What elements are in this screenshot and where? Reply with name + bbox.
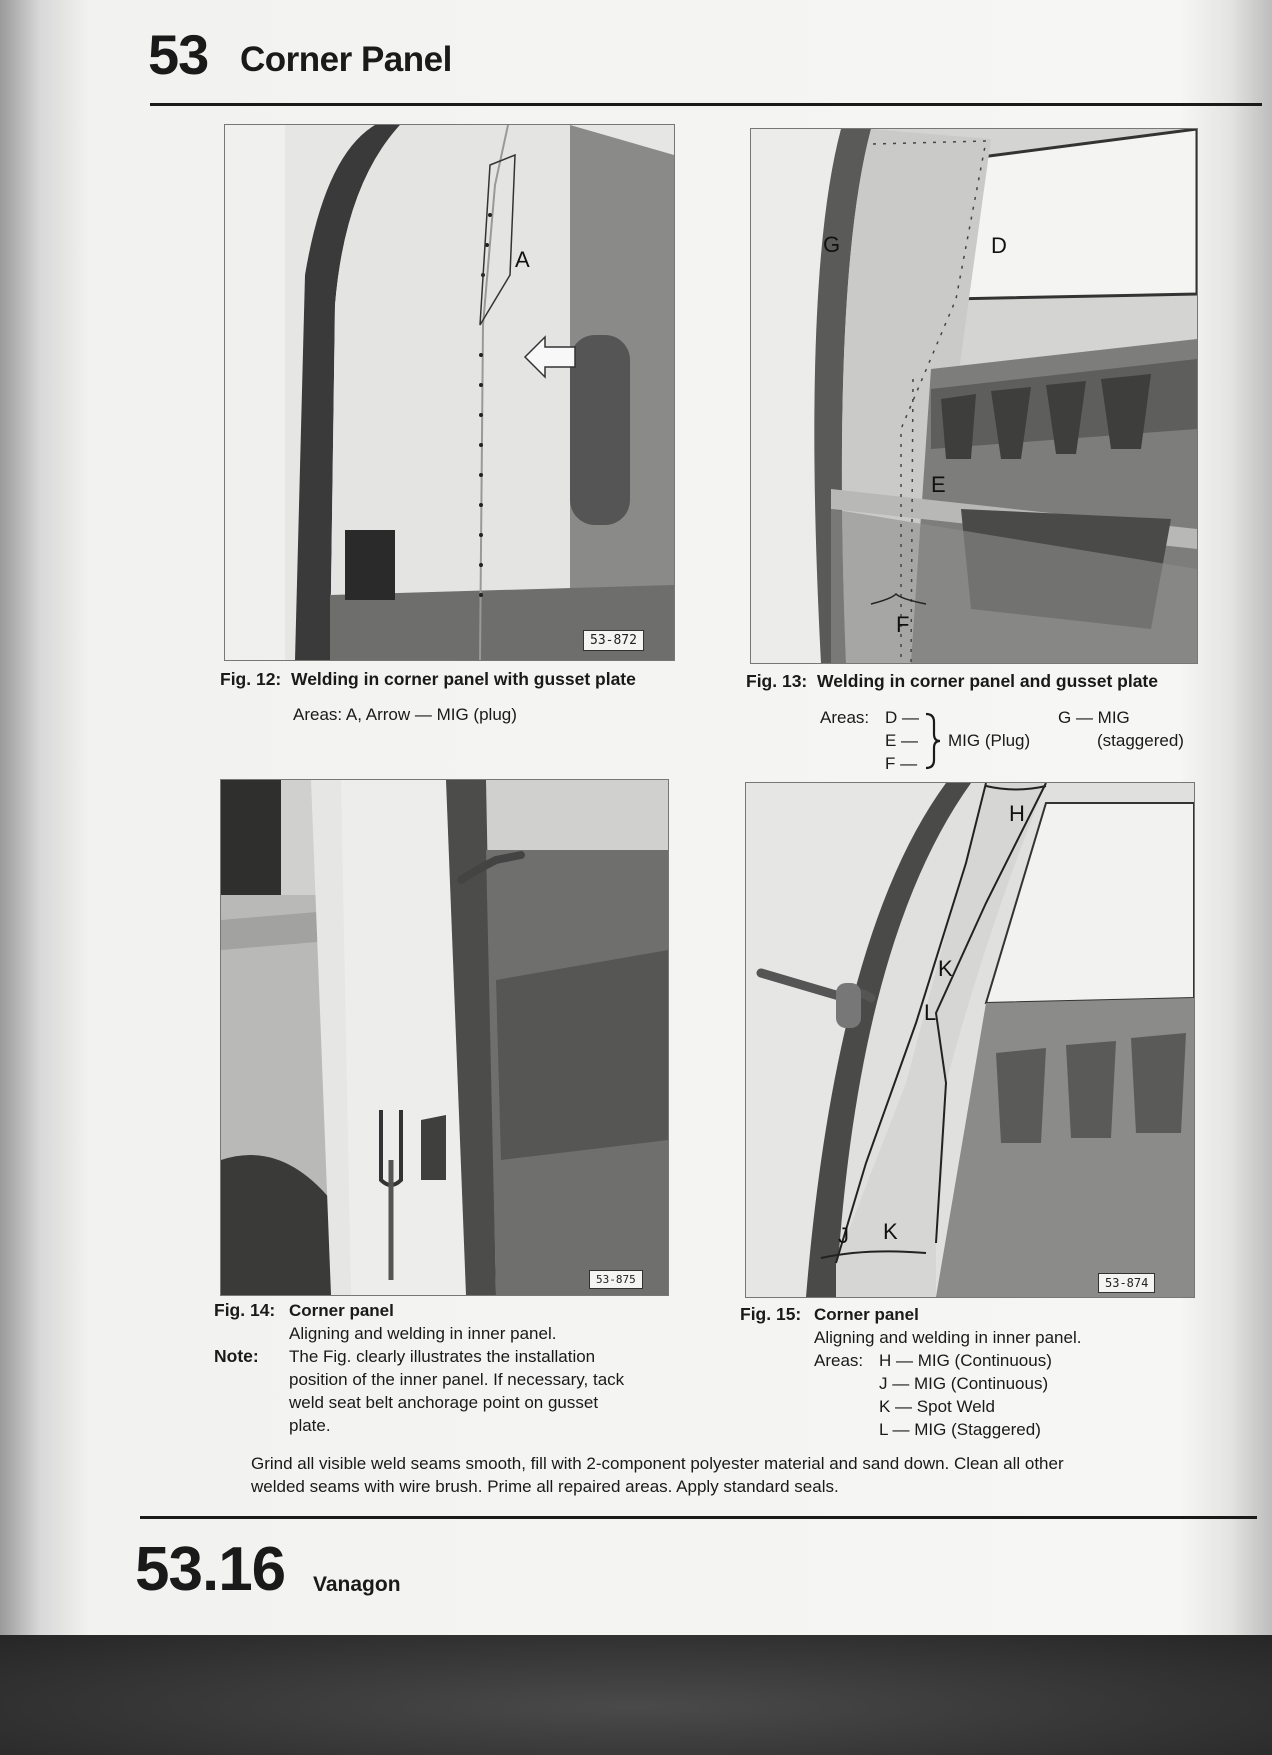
fig14-note-label: Note: bbox=[214, 1346, 259, 1366]
fig14-note-line-3: weld seat belt anchorage point on gusset bbox=[289, 1393, 599, 1412]
chapter-number: 53 bbox=[148, 23, 209, 86]
chapter-title: Corner Panel bbox=[240, 40, 452, 79]
fig12-callout-a: A bbox=[515, 247, 530, 272]
fig15-area-k: K — Spot Weld bbox=[879, 1397, 995, 1416]
fig13-brace bbox=[922, 712, 942, 770]
fig14-line1: Aligning and welding in inner panel. bbox=[289, 1324, 557, 1343]
fig13-areas-method: MIG (Plug) bbox=[948, 731, 1031, 750]
fig13-label: Fig. 13: bbox=[746, 671, 808, 691]
page-number: 53.16 bbox=[135, 1535, 286, 1604]
fig13-area-f: F — bbox=[885, 754, 918, 773]
fig15-areas-label: Areas: bbox=[814, 1351, 864, 1370]
fig15-callout-h: H bbox=[1009, 801, 1025, 826]
fig15-area-j: J — MIG (Continuous) bbox=[879, 1374, 1049, 1393]
fig15-line1: Aligning and welding in inner panel. bbox=[814, 1328, 1082, 1347]
fig12-label: Fig. 12: bbox=[220, 669, 282, 689]
fig13-areas-list bbox=[885, 706, 919, 775]
fig13-areas-label: Areas: bbox=[820, 708, 870, 727]
body-line-2: welded seams with wire brush. Prime all repaired areas. Apply standard seals. bbox=[251, 1477, 839, 1496]
fig15-callout-k2: K bbox=[883, 1219, 898, 1244]
fig13-callout-f: F bbox=[896, 612, 910, 637]
fig13-callout-g: G bbox=[823, 232, 841, 257]
fig13-areas-g-note: (staggered) bbox=[1097, 731, 1184, 750]
vehicle-model: Vanagon bbox=[313, 1573, 401, 1596]
fig12-ref-tag: 53-872 bbox=[583, 630, 644, 651]
fig14-note-line-2: position of the inner panel. If necessary, tack bbox=[289, 1370, 625, 1389]
fig15-callout-l: L bbox=[924, 1000, 937, 1025]
fig15-photo bbox=[745, 782, 1195, 1298]
fig13-area-d: D — bbox=[885, 708, 919, 727]
fig14-label: Fig. 14: bbox=[214, 1300, 276, 1320]
fig12-areas: Areas: A, Arrow — MIG (plug) bbox=[293, 705, 517, 724]
body-line-1: Grind all visible weld seams smooth, fill with 2-component polyester material and sand down. Clean all other bbox=[251, 1454, 1064, 1473]
fig13-title: Welding in corner panel and gusset plate bbox=[817, 671, 1158, 691]
fig14-ref-tag: 53-875 bbox=[589, 1270, 643, 1289]
fig14-note-line-4: plate. bbox=[289, 1416, 331, 1435]
fig15-area-h: H — MIG (Continuous) bbox=[879, 1351, 1052, 1370]
fig15-title: Corner panel bbox=[814, 1305, 919, 1324]
fig15-caption-text bbox=[814, 1303, 1214, 1349]
footer-rule bbox=[140, 1516, 1257, 1519]
fig13-photo bbox=[750, 128, 1198, 664]
fig12-caption bbox=[220, 669, 636, 690]
fig12-title: Welding in corner panel with gusset plate bbox=[291, 669, 636, 689]
fig15-label: Fig. 15: bbox=[740, 1304, 802, 1324]
fig13-area-e: E — bbox=[885, 731, 919, 750]
fig14-note-line-1: The Fig. clearly illustrates the installation bbox=[289, 1347, 596, 1366]
fig15-callout-j: J bbox=[838, 1223, 849, 1248]
fig13-callout-e: E bbox=[931, 472, 946, 497]
fig12-photo bbox=[224, 124, 675, 661]
fig15-area-l: L — MIG (Staggered) bbox=[879, 1420, 1041, 1439]
fig15-callout-k: K bbox=[938, 956, 953, 981]
fig14-caption-text bbox=[289, 1299, 659, 1437]
fig13-callout-d: D bbox=[991, 233, 1007, 258]
scan-background bbox=[0, 1635, 1272, 1755]
fig13-caption bbox=[746, 671, 1158, 692]
header-rule bbox=[150, 103, 1262, 106]
body-paragraph bbox=[251, 1452, 1251, 1498]
fig13-areas-g: G — MIG bbox=[1058, 708, 1130, 727]
fig14-title: Corner panel bbox=[289, 1301, 394, 1320]
fig14-photo bbox=[220, 779, 669, 1296]
fig15-areas-list bbox=[879, 1349, 1052, 1441]
fig15-ref-tag: 53-874 bbox=[1098, 1273, 1155, 1293]
